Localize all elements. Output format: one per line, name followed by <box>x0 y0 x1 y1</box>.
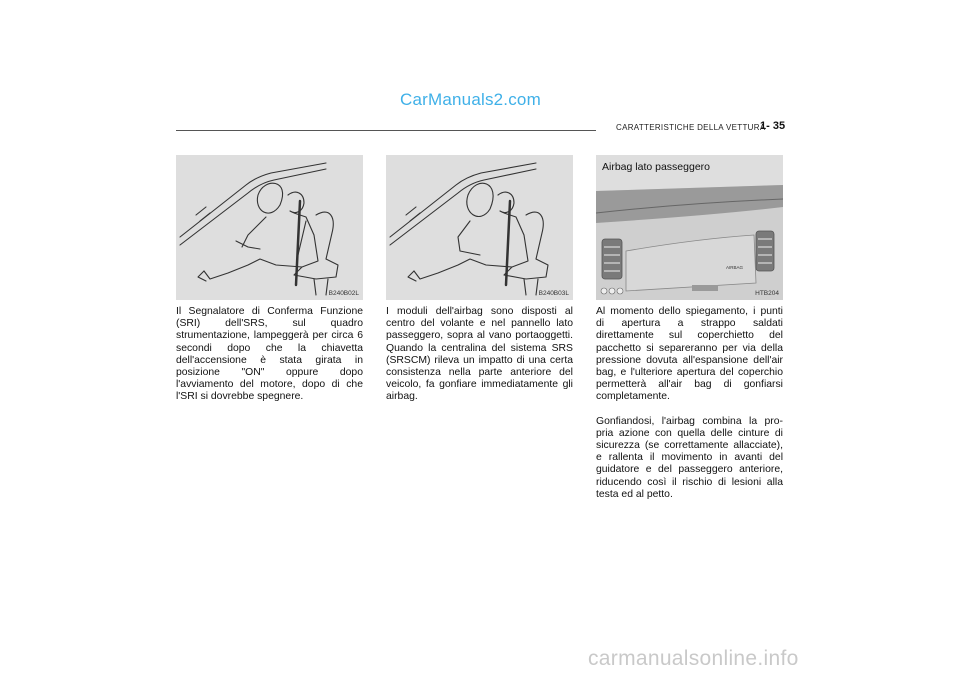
paragraph: Gonfiandosi, l'airbag combina la pro- pria azione con quella delle cinture di sicurezza (se correttamente allacciate), e rallenta il movimento in avanti del guidatore e del passeggero anteriore, riducendo così il rischio di lesioni alla testa ed al petto. <box>596 415 783 500</box>
paragraph: I moduli dell'airbag sono disposti al centro del volante e nel pannello lato passeggero, sopra al vano portaoggetti. Quando la centralina del sistema SRS (SRSCM) rileva un impatto di una certa consistenza nella parte anteriore del veicolo, fa gonfiare immediatamente gli airbag. <box>386 306 573 403</box>
page-number: 1- 35 <box>760 120 786 132</box>
watermark-top[interactable]: CarManuals2.com <box>400 90 541 109</box>
figure-code: HTB204 <box>755 290 779 297</box>
figure-dashboard <box>596 155 783 300</box>
section-title: CARATTERISTICHE DELLA VETTURA <box>616 123 766 132</box>
figure-passenger-airbag <box>386 155 573 300</box>
driver-airbag-illustration <box>176 155 363 300</box>
header-rule <box>176 130 596 131</box>
figure-code: B240B02L <box>328 290 359 297</box>
text-column-right <box>596 306 783 513</box>
figure-title: Airbag lato passeggero <box>602 161 710 173</box>
dashboard-illustration <box>596 155 783 300</box>
figure-code: B240B03L <box>538 290 569 297</box>
text-column-middle <box>386 306 573 416</box>
watermark-bottom[interactable]: carmanualsonline.info <box>588 647 799 670</box>
paragraph: Il Segnalatore di Conferma Funzione (SRI) dell'SRS, sul quadro strumentazione, lampeggerà per circa 6 secondi dopo che la chiavetta dell'accensione è stata girata in posizione "ON" oppure dopo l'avviamento del motore, dopo di che l'SRI si dovrebbe spegnere. <box>176 306 363 403</box>
airbag-panel-label: AIRBAG <box>726 265 744 270</box>
text-column-left <box>176 306 363 416</box>
paragraph: Al momento dello spiegamento, i punti di apertura a strappo saldati direttamente sul coperchietto del pacchetto si separeranno per via della pressione dovuta all'espansione dell'air bag, e l'ulteriore apertura del coperchio permetterà all'air bag di gonfiarsi completamente. <box>596 306 783 403</box>
figure-driver-airbag <box>176 155 363 300</box>
passenger-airbag-illustration <box>386 155 573 300</box>
